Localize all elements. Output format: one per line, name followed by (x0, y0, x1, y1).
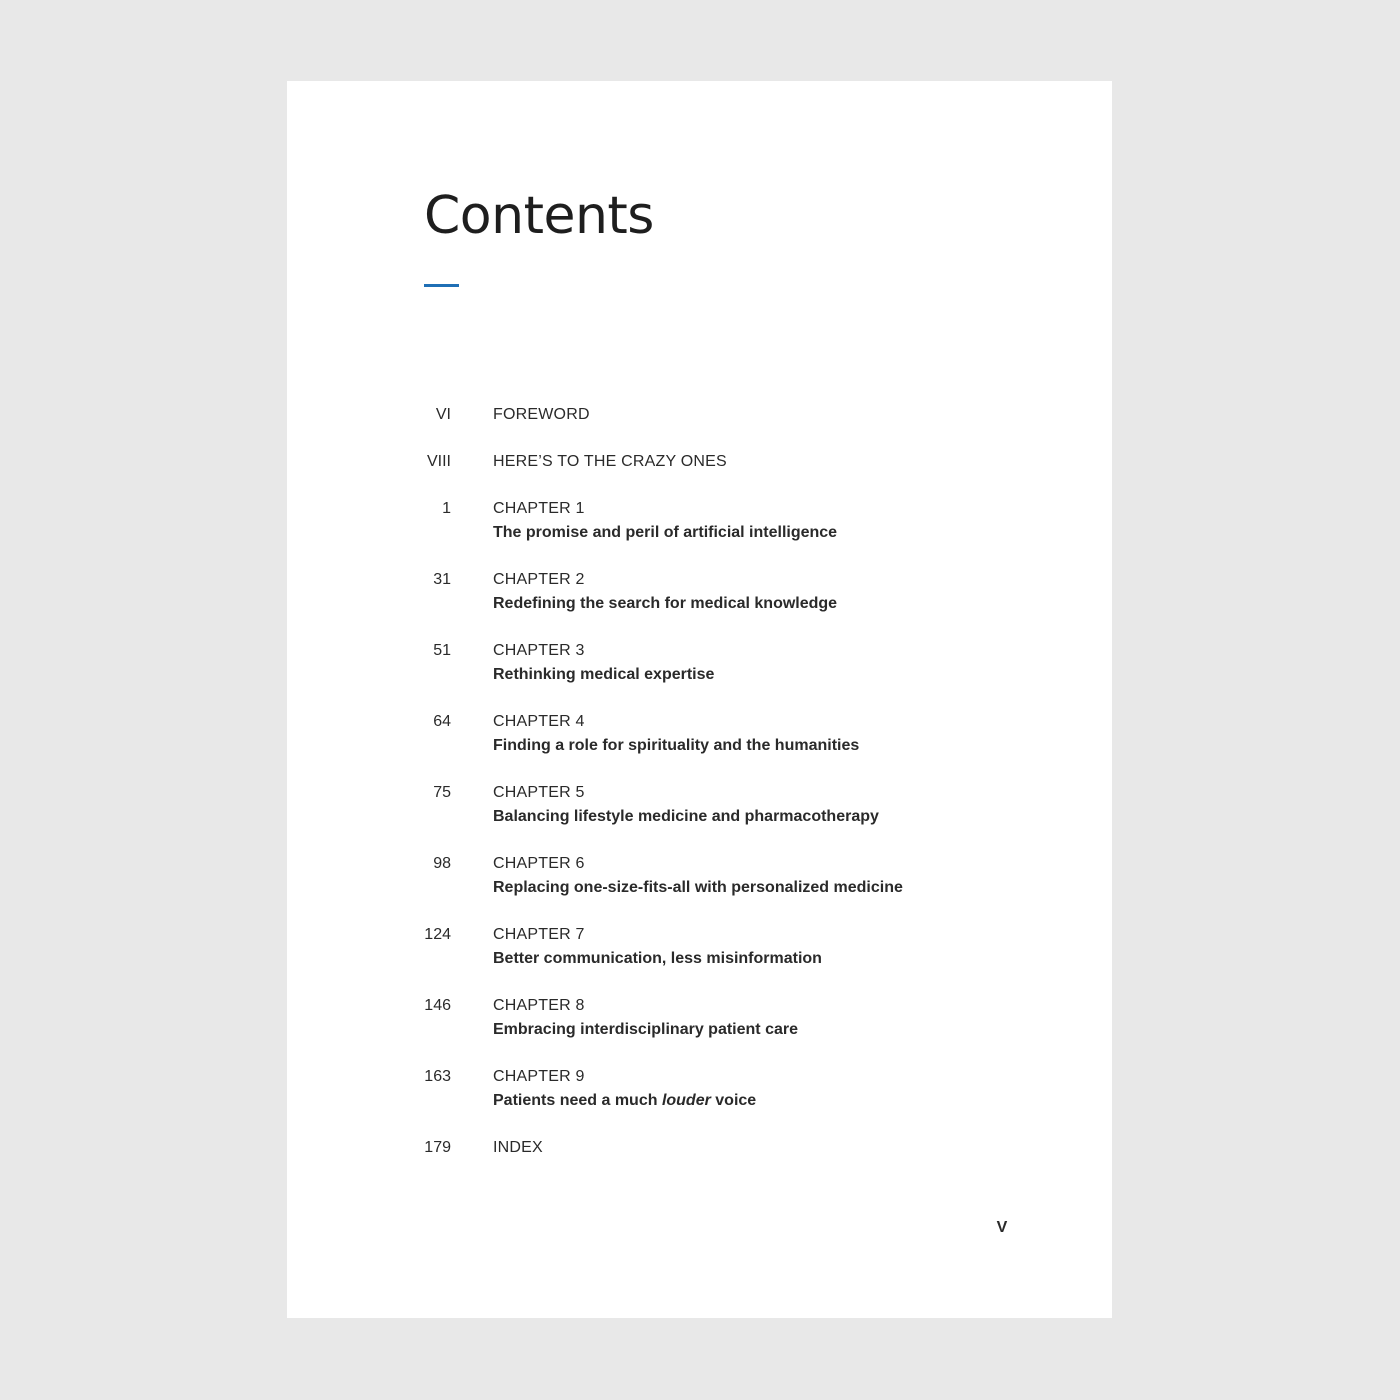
toc-page-number: 31 (433, 571, 451, 588)
toc-entry-label: CHAPTER 5 (493, 784, 585, 801)
toc-entry-chapter-8[interactable] (287, 994, 1112, 1042)
document-page (287, 81, 1112, 1318)
toc-page-number: 146 (424, 997, 451, 1014)
toc-entry-chapter-7[interactable] (287, 923, 1112, 971)
toc-entry-chapter-1[interactable] (287, 497, 1112, 545)
toc-entry-label: CHAPTER 3 (493, 642, 585, 659)
toc-entry-label: CHAPTER 2 (493, 571, 585, 588)
toc-entry-label: HERE’S TO THE CRAZY ONES (493, 453, 727, 470)
toc-entry-label: CHAPTER 6 (493, 855, 585, 872)
title-accent-rule (424, 284, 459, 287)
toc-entry-chapter-9[interactable] (287, 1065, 1112, 1113)
toc-page-number: VIII (426, 453, 451, 470)
page-title: Contents (424, 186, 654, 246)
toc-entry-chapter-6[interactable] (287, 852, 1112, 900)
toc-page-number: 98 (433, 855, 451, 872)
toc-chapter-title: Balancing lifestyle medicine and pharmacotherapy (493, 808, 879, 825)
toc-chapter-title: The promise and peril of artificial intelligence (493, 524, 838, 541)
toc-entry-chapter-5[interactable] (287, 781, 1112, 829)
toc-chapter-title: Rethinking medical expertise (493, 666, 715, 683)
toc-entry-label: INDEX (493, 1139, 543, 1156)
toc-page-number: 163 (424, 1068, 451, 1085)
toc-page-number: 64 (433, 713, 451, 730)
toc-chapter-title: Replacing one-size-fits-all with personalized medicine (493, 879, 903, 896)
toc-page-number: 51 (433, 642, 451, 659)
toc-page-number: 124 (424, 926, 451, 943)
toc-entry-crazy-ones[interactable] (287, 450, 1112, 474)
toc-chapter-title: Finding a role for spirituality and the humanities (493, 737, 860, 754)
toc-chapter-title: Better communication, less misinformation (493, 950, 822, 967)
toc-entry-chapter-3[interactable] (287, 639, 1112, 687)
toc-entry-label: CHAPTER 9 (493, 1068, 585, 1085)
toc-entry-index[interactable] (287, 1136, 1112, 1160)
toc-entry-label: CHAPTER 7 (493, 926, 585, 943)
toc-entry-label: FOREWORD (493, 406, 590, 423)
toc-chapter-title (493, 1089, 756, 1113)
toc-page-number: 179 (424, 1139, 451, 1156)
toc-chapter-title: Redefining the search for medical knowledge (493, 595, 838, 612)
toc-entry-chapter-4[interactable] (287, 710, 1112, 758)
table-of-contents (287, 403, 1112, 1183)
toc-entry-label: CHAPTER 8 (493, 997, 585, 1014)
toc-entry-label: CHAPTER 4 (493, 713, 585, 730)
toc-page-number: 75 (433, 784, 451, 801)
toc-entry-chapter-2[interactable] (287, 568, 1112, 616)
toc-entry-foreword[interactable] (287, 403, 1112, 427)
toc-chapter-title-emphasis: louder (661, 1092, 711, 1109)
toc-chapter-title: Embracing interdisciplinary patient care (493, 1021, 798, 1038)
toc-entry-label: CHAPTER 1 (493, 500, 585, 517)
page-folio: V (996, 1219, 1008, 1236)
toc-chapter-title-start: Patients need a much (493, 1092, 662, 1109)
toc-page-number: VI (435, 406, 451, 423)
toc-page-number: 1 (442, 500, 451, 517)
toc-chapter-title-end: voice (710, 1092, 757, 1109)
